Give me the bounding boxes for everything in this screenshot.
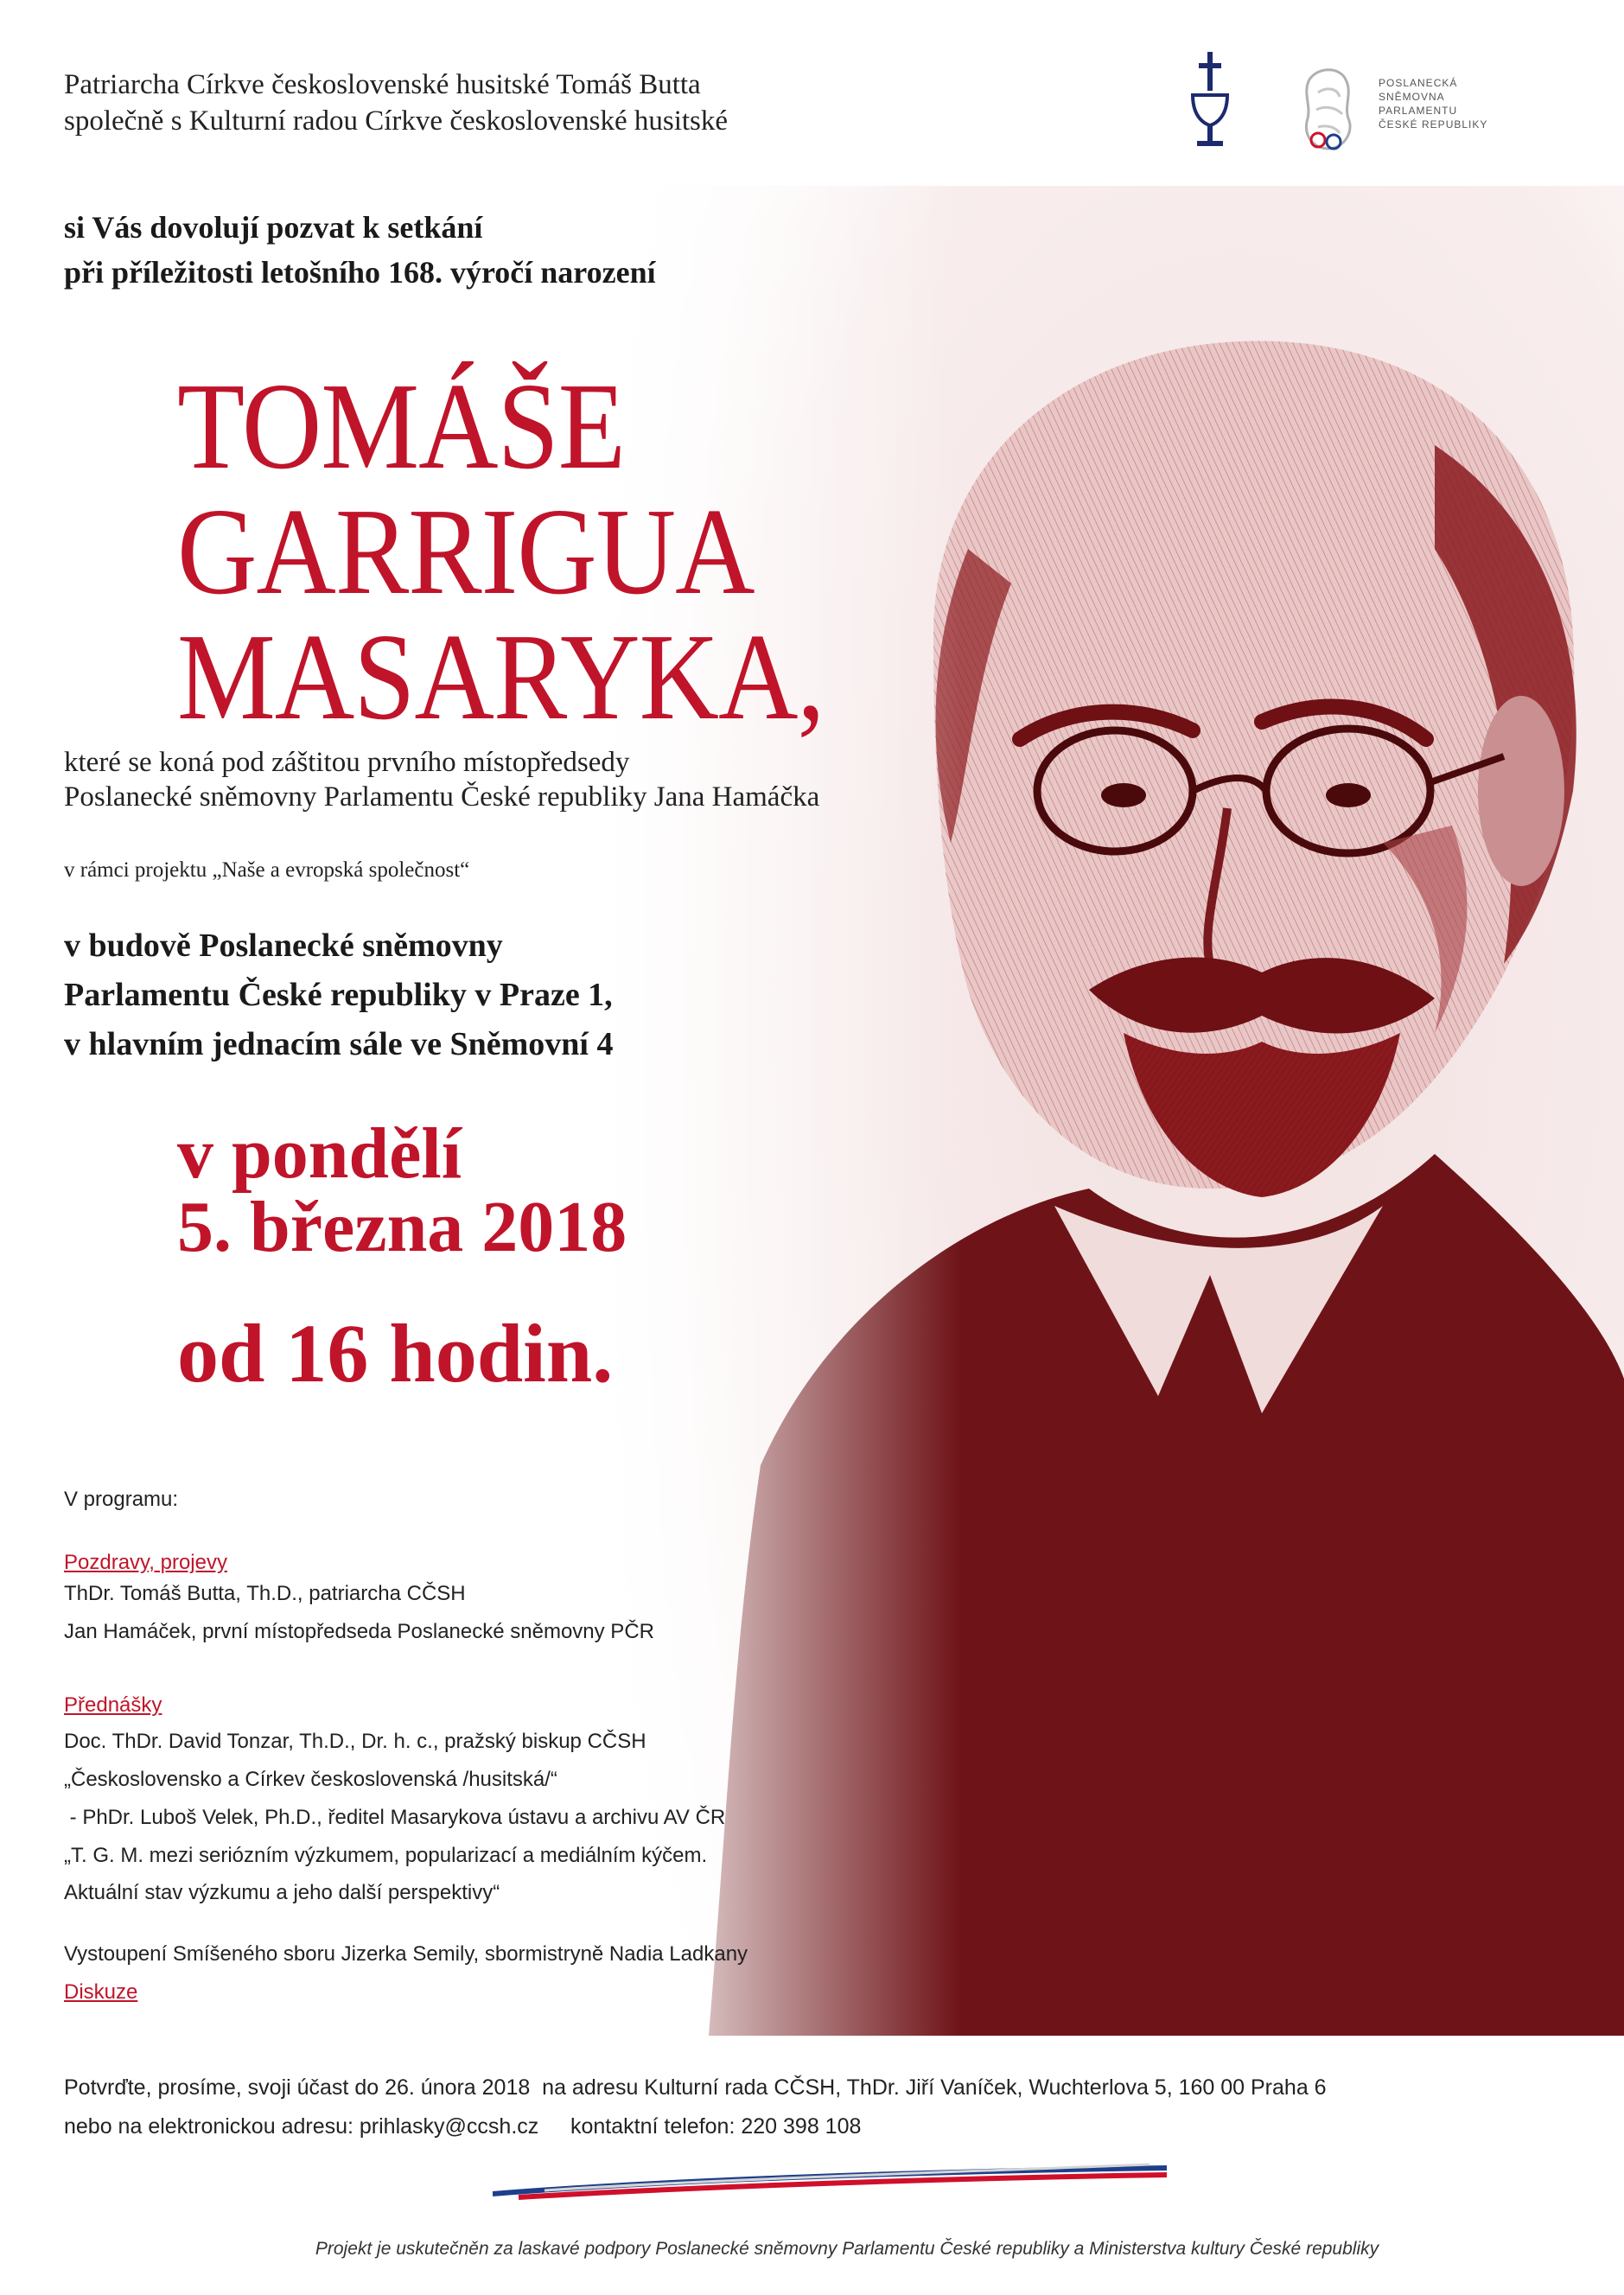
program-intro: V programu: [64,1488,179,1511]
project-text: v rámci projektu „Naše a evropská společnost“ [64,858,470,882]
patronage-line-2: Poslanecké sněmovny Parlamentu České republiky Jana Hamáčka [64,781,820,813]
chalice-cross-icon [1188,48,1232,151]
program-discussion[interactable]: Diskuze [64,1980,138,2004]
rsvp-email[interactable]: nebo na elektronickou adresu: prihlasky@ccsh.cz [64,2114,539,2139]
program-item: ThDr. Tomáš Butta, Th.D., patriarcha CČSH [64,1582,466,1605]
patronage-line-1: které se koná pod záštitou prvního místopředsedy [64,747,630,778]
tricolour-divider [493,2161,1167,2201]
lion-emblem-icon [1292,62,1366,157]
parliament-text-1: POSLANECKÁ [1379,77,1458,89]
header-line-1: Patriarcha Církve československé husitské Tomáš Butta [64,69,701,100]
date-day: 5. března 2018 [177,1187,627,1267]
rsvp-line: Potvrďte, prosíme, svoji účast do 26. února 2018 na adresu Kulturní rada CČSH, ThDr. Jiří Vaníček, Wuchterlova 5, 160 00 Praha 6 [64,2075,1327,2100]
parliament-text-2: SNĚMOVNA [1379,91,1445,103]
name-line-3: MASARYKA, [177,608,825,746]
program-section-lectures[interactable]: Přednášky [64,1693,162,1717]
name-line-1: TOMÁŠE [177,357,625,495]
rsvp-phone: kontaktní telefon: 220 398 108 [570,2114,862,2139]
event-time: od 16 hodin. [177,1307,614,1399]
invite-line-2: při příležitosti letošního 168. výročí narození [64,255,656,290]
venue-line-3: v hlavním jednacím sále ve Sněmovní 4 [64,1026,614,1062]
program-section-greetings[interactable]: Pozdravy, projevy [64,1551,227,1574]
venue-line-1: v budově Poslanecké sněmovny [64,928,503,964]
program-item: Jan Hamáček, první místopředseda Poslanecké sněmovny PČR [64,1620,654,1643]
header-line-2: společně s Kulturní radou Církve československé husitské [64,105,729,137]
program-choir: Vystoupení Smíšeného sboru Jizerka Semily, sbormistryně Nadia Ladkany [64,1942,748,1966]
parliament-text-3: PARLAMENTU [1379,105,1458,117]
name-line-2: GARRIGUA [177,482,755,621]
invite-line-1: si Vás dovolují pozvat k setkání [64,210,483,245]
masaryk-portrait [605,186,1624,2036]
date-weekday: v pondělí [177,1113,462,1194]
parliament-logo-text [1379,76,1487,131]
program-item: - PhDr. Luboš Velek, Ph.D., ředitel Masarykova ústavu a archivu AV ČR [64,1806,726,1829]
venue-line-2: Parlamentu České republiky v Praze 1, [64,977,613,1013]
program-item: Doc. ThDr. David Tonzar, Th.D., Dr. h. c., pražský biskup CČSH [64,1730,646,1753]
program-item: „Československo a Církev československá /husitská/“ [64,1768,557,1791]
program-item: Aktuální stav výzkumu a jeho další perspektivy“ [64,1881,500,1904]
parliament-text-4: ČESKÉ REPUBLIKY [1379,118,1488,131]
program-item: „T. G. M. mezi seriózním výzkumem, popularizací a mediálním kýčem. [64,1844,708,1867]
sponsor-footnote: Projekt je uskutečněn za laskavé podpory Poslanecké sněmovny Parlamentu České republiky a Ministerstva kultury České republiky [315,2239,1379,2259]
